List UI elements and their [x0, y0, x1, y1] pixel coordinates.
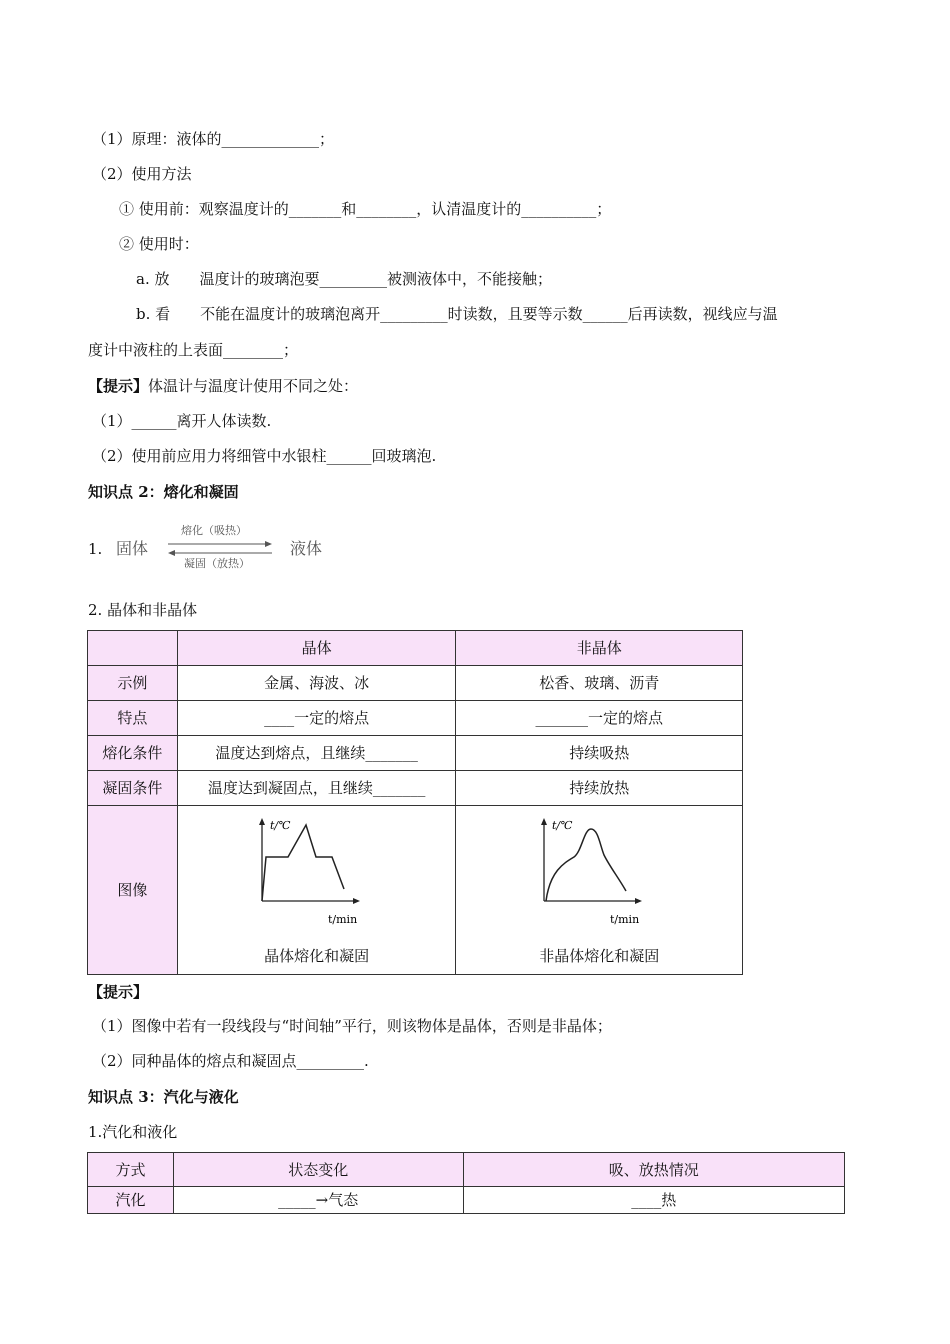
crystal-table-header	[88, 631, 743, 666]
amorphous-x-arrowhead	[635, 898, 642, 904]
table-cell: 松香、玻璃、沥青	[456, 666, 743, 701]
crystal-caption: 晶体熔化和凝固	[264, 947, 370, 965]
table-cell: 温度达到熔点，且继续_______	[177, 736, 456, 771]
table-cell: ____一定的熔点	[177, 701, 456, 736]
principle-line: （1）原理：液体的_____________；	[92, 130, 335, 148]
amorphous-caption: 非晶体熔化和凝固	[539, 947, 660, 965]
tip1-title-rest: 体温计与温度计使用不同之处：	[148, 377, 359, 395]
tip2-item-2: （2）同种晶体的熔点和凝固点_________.	[92, 1052, 369, 1070]
crystal-y-label: t/℃	[269, 819, 291, 832]
method-heading: （2）使用方法	[92, 165, 192, 183]
kp2-item1-number: 1.	[88, 540, 103, 558]
read-rule-line-cont: 度计中液柱的上表面________；	[88, 341, 299, 359]
row-label: 特点	[88, 701, 178, 736]
table-cell: _____→气态	[173, 1187, 463, 1214]
table-row	[88, 736, 743, 771]
crystal-x-arrowhead	[353, 898, 360, 904]
header-cell-heat: 吸、放热情况	[463, 1153, 844, 1187]
table-row	[88, 1187, 845, 1214]
liquid-label: 液体	[290, 539, 323, 558]
table-cell: 持续吸热	[456, 736, 743, 771]
before-use-line: ① 使用前：观察温度计的_______和________，认清温度计的__________；	[119, 200, 612, 218]
table-row	[88, 771, 743, 806]
read-rule-line: b. 看 不能在温度计的玻璃泡离开_________时读数，且要等示数______后再读数，视线应与温	[136, 305, 778, 323]
vaporization-table-header	[88, 1153, 845, 1187]
crystal-curve	[262, 825, 344, 901]
header-cell-method: 方式	[88, 1153, 174, 1187]
amorphous-x-label: t/min	[610, 913, 640, 926]
tip1-heading	[88, 376, 358, 396]
kp2-title: 知识点 2：熔化和凝固	[88, 483, 239, 501]
freeze-arrowhead	[168, 550, 175, 556]
tip1-title: 【提示】	[88, 377, 149, 395]
tip2-title: 【提示】	[88, 983, 149, 1001]
tip1-item-1: （1）______离开人体读数.	[92, 412, 272, 430]
header-cell-amorphous: 非晶体	[456, 631, 743, 666]
place-rule-line: a. 放 温度计的玻璃泡要_________被测液体中，不能接触；	[136, 270, 552, 288]
kp3-item1: 1.汽化和液化	[88, 1123, 178, 1141]
table-cell: _______一定的熔点	[456, 701, 743, 736]
table-row	[88, 666, 743, 701]
tip2-item-1: （1）图像中若有一段线段与“时间轴”平行，则该物体是晶体，否则是非晶体；	[92, 1017, 612, 1035]
freeze-label: 凝固（放热）	[184, 557, 250, 570]
header-cell-crystal: 晶体	[177, 631, 456, 666]
amorphous-chart-cell	[456, 806, 743, 975]
crystal-table	[87, 630, 743, 975]
amorphous-y-arrowhead	[541, 818, 547, 825]
header-cell-state-change: 状态变化	[173, 1153, 463, 1187]
row-label: 熔化条件	[88, 736, 178, 771]
melt-label: 熔化（吸热）	[181, 524, 247, 537]
during-use-line: ② 使用时：	[119, 235, 199, 253]
kp3-title: 知识点 3：汽化与液化	[88, 1088, 239, 1106]
image-row	[88, 806, 743, 975]
amorphous-y-label: t/℃	[552, 819, 573, 832]
kp2-item2: 2. 晶体和非晶体	[88, 601, 198, 619]
table-cell: 金属、海波、冰	[177, 666, 456, 701]
crystal-y-arrowhead	[259, 818, 265, 825]
row-label: 汽化	[88, 1187, 174, 1214]
table-cell: 持续放热	[456, 771, 743, 806]
amorphous-curve	[546, 829, 626, 901]
header-cell-empty	[88, 631, 178, 666]
tip1-item-2: （2）使用前应用力将细管中水银柱______回玻璃泡.	[92, 447, 437, 465]
row-label: 图像	[88, 806, 178, 975]
table-cell: 温度达到凝固点，且继续_______	[177, 771, 456, 806]
solid-label: 固体	[116, 539, 149, 558]
melt-arrowhead	[265, 541, 272, 547]
table-cell: ____热	[463, 1187, 844, 1214]
crystal-chart-cell	[177, 806, 456, 975]
vaporization-table	[87, 1152, 845, 1214]
table-row	[88, 701, 743, 736]
crystal-x-label: t/min	[327, 913, 357, 926]
crystal-chart	[252, 815, 382, 933]
row-label: 示例	[88, 666, 178, 701]
row-label: 凝固条件	[88, 771, 178, 806]
amorphous-chart	[534, 815, 664, 933]
